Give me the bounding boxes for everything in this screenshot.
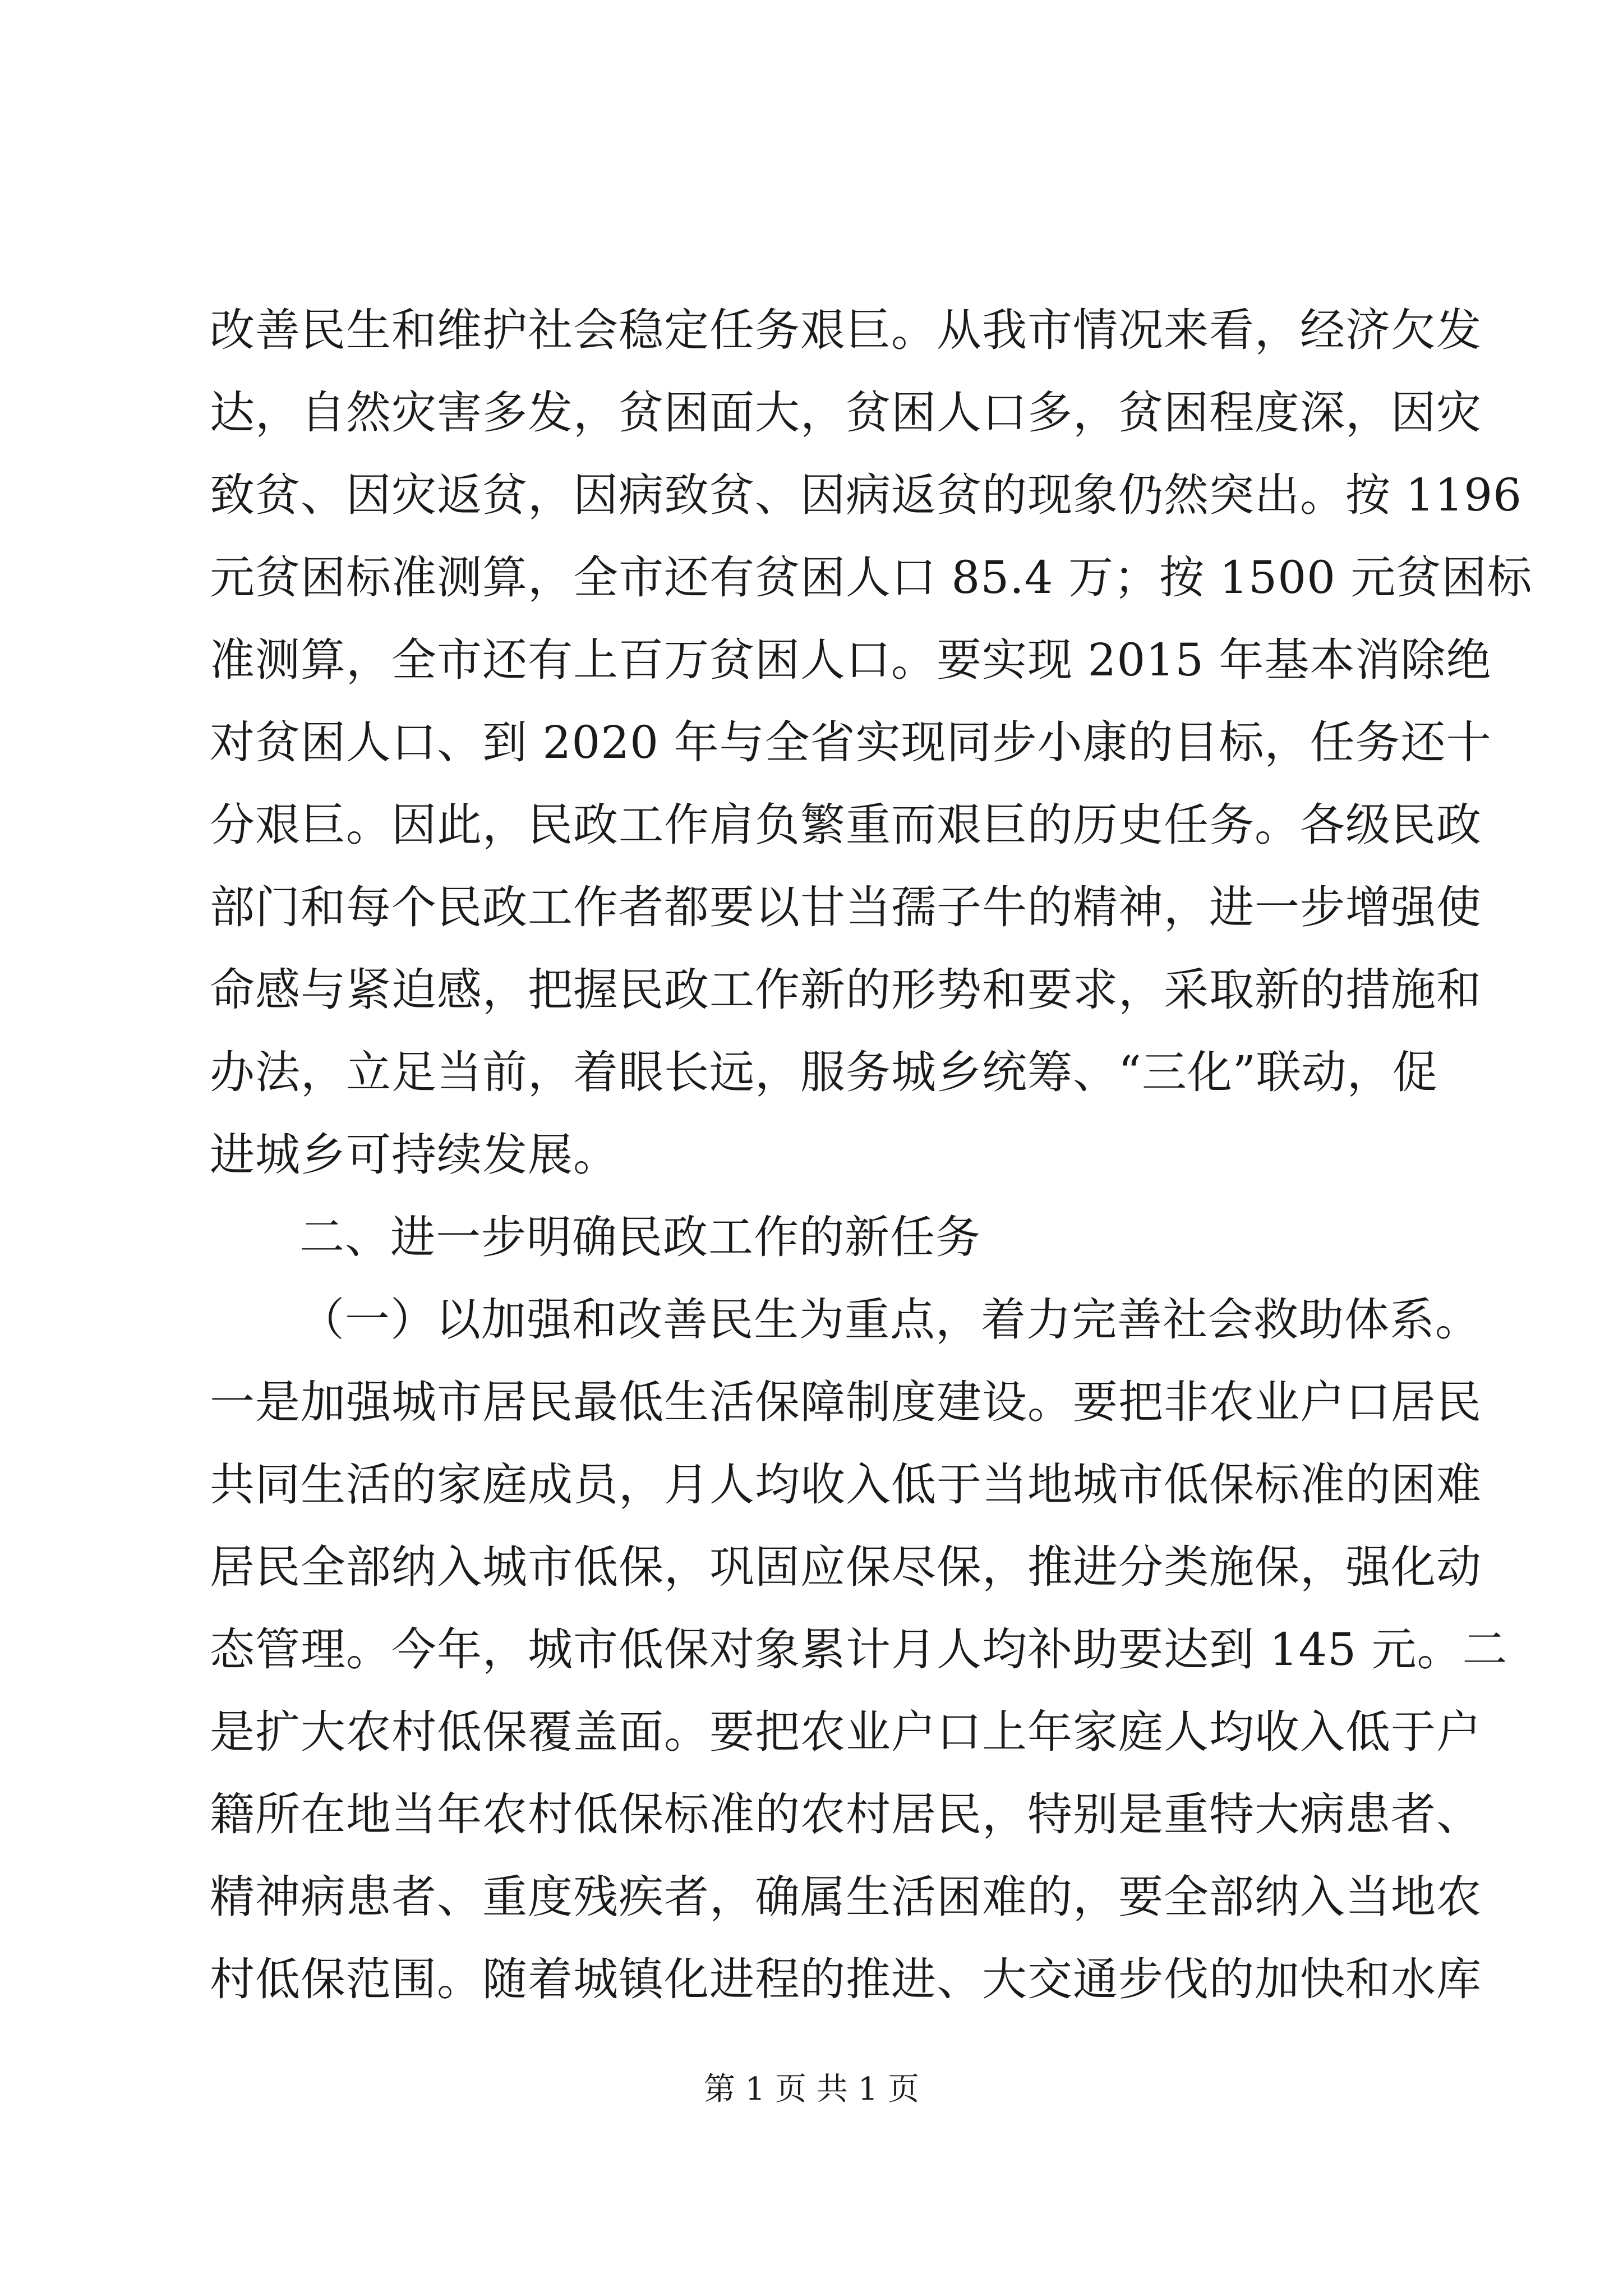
body-line-21: 村低保范围。随着城镇化进程的推进、大交通步伐的加快和水库 bbox=[210, 1953, 1482, 2005]
section-heading: 二、进一步明确民政工作的新任务 bbox=[299, 1211, 981, 1263]
body-line-4: 元贫困标准测算，全市还有贫困人口 85.4 万；按 1500 元贫困标 bbox=[210, 551, 1533, 604]
body-line-10: 办法，立足当前，着眼长远，服务城乡统筹、“三化”联动，促 bbox=[210, 1046, 1438, 1098]
body-line-3: 致贫、因灾返贫，因病致贫、因病返贫的现象仍然突出。按 1196 bbox=[210, 469, 1523, 521]
body-line-9: 命感与紧迫感，把握民政工作新的形势和要求，采取新的措施和 bbox=[210, 964, 1482, 1016]
body-line-11: 进城乡可持续发展。 bbox=[210, 1129, 619, 1181]
body-line-1: 改善民生和维护社会稳定任务艰巨。从我市情况来看，经济欠发 bbox=[210, 304, 1482, 356]
subsection-heading: （一）以加强和改善民生为重点，着力完善社会救助体系。 bbox=[299, 1294, 1481, 1346]
body-line-8: 部门和每个民政工作者都要以甘当孺子牛的精神，进一步增强使 bbox=[210, 881, 1482, 933]
body-line-20: 精神病患者、重度残疾者，确属生活困难的，要全部纳入当地农 bbox=[210, 1871, 1482, 1923]
body-line-15: 共同生活的家庭成员，月人均收入低于当地城市低保标准的困难 bbox=[210, 1458, 1482, 1511]
page-indicator: 第 1 页 共 1 页 bbox=[703, 2071, 920, 2108]
body-line-5: 准测算，全市还有上百万贫困人口。要实现 2015 年基本消除绝 bbox=[210, 634, 1492, 686]
body-line-17: 态管理。今年，城市低保对象累计月人均补助要达到 145 元。二 bbox=[210, 1623, 1508, 1676]
body-line-14: 一是加强城市居民最低生活保障制度建设。要把非农业户口居民 bbox=[210, 1376, 1482, 1428]
body-line-6: 对贫困人口、到 2020 年与全省实现同步小康的目标，任务还十 bbox=[210, 716, 1492, 769]
body-line-7: 分艰巨。因此，民政工作肩负繁重而艰巨的历史任务。各级民政 bbox=[210, 799, 1482, 851]
body-line-19: 籍所在地当年农村低保标准的农村居民，特别是重特大病患者、 bbox=[210, 1788, 1482, 1841]
body-line-16: 居民全部纳入城市低保，巩固应保尽保，推进分类施保，强化动 bbox=[210, 1541, 1482, 1593]
page-footer bbox=[0, 2070, 1623, 2109]
body-line-2: 达，自然灾害多发，贫困面大，贫困人口多，贫困程度深，因灾 bbox=[210, 386, 1482, 439]
document-body bbox=[210, 289, 1533, 2021]
body-line-18: 是扩大农村低保覆盖面。要把农业户口上年家庭人均收入低于户 bbox=[210, 1706, 1482, 1758]
